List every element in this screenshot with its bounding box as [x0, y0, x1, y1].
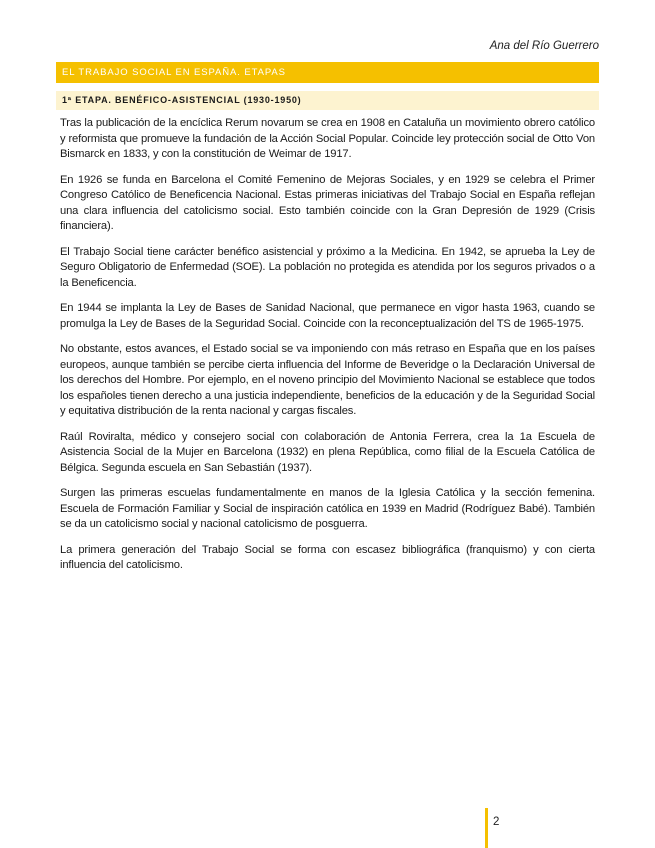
paragraph: No obstante, estos avances, el Estado social se va imponiendo con más retraso en España que en los países europeos, aunque también se percibe cierta influencia del Informe de Beveridge o la Declaración Universal de los derechos del Hombre. Por ejemplo, en el noveno principio del Movimiento Nacional se establece que todos los españoles tienen derecho a una justicia independiente, beneficios de la educación y de la Seguridad Social y equitativa distribución de la renta nacional y cargas fiscales. [60, 343, 595, 417]
paragraph: El Trabajo Social tiene carácter benéfico asistencial y próximo a la Medicina. En 1942, se aprueba la Ley de Seguro Obligatorio de Enfermedad (SOE). La población no protegida es atendida por los seguros privados o a la Beneficencia. [60, 245, 595, 289]
page-number-rule [485, 808, 488, 848]
running-header-author: Ana del Río Guerrero [489, 40, 599, 52]
page-number: 2 [493, 816, 500, 828]
paragraph: En 1944 se implanta la Ley de Bases de Sanidad Nacional, que permanece en vigor hasta 1963, cuando se promulga la Ley de Bases de la Seguridad Social. Coincide con la reconceptualización del TS de 1965-1975. [60, 302, 595, 330]
paragraph: Raúl Roviralta, médico y consejero social con colaboración de Antonia Ferrera, crea la 1a Escuela de Asistencia Social de la Mujer en Barcelona (1932) en plena República, como filial de la Escuela Católica de Bélgica. Segunda escuela en San Sebastián (1937). [60, 430, 595, 474]
section-heading: EL TRABAJO SOCIAL EN ESPAÑA. ETAPAS [56, 62, 599, 83]
paragraph: En 1926 se funda en Barcelona el Comité Femenino de Mejoras Sociales, y en 1929 se celebra el Primer Congreso Católico de Beneficencia Nacional. Estas primeras iniciativas del Trabajo Social en España reflejan una clara influencia del catolicismo social. Esto también coincide con la Gran Depresión de 1929 (Crisis financiera). [60, 173, 595, 232]
subsection-heading: 1ª ETAPA. BENÉFICO-ASISTENCIAL (1930-1950) [56, 91, 599, 110]
body-text [60, 116, 595, 584]
paragraph: La primera generación del Trabajo Social se forma con escasez bibliográfica (franquismo) y con cierta influencia del catolicismo. [60, 543, 595, 571]
paragraph: Tras la publicación de la encíclica Rerum novarum se crea en 1908 en Cataluña un movimiento obrero católico y reformista que promueve la fundación de la Acción Social Popular. Coincide ley protección social de Otto Von Bismarck en 1833, y con la constitución de Weimar de 1917. [60, 117, 595, 160]
paragraph: Surgen las primeras escuelas fundamentalmente en manos de la Iglesia Católica y la sección femenina. Escuela de Formación Familiar y Social de inspiración católica en 1939 en Madrid (Rodríguez Babé). También se da un catolicismo social y nacional catolicismo de posguerra. [60, 487, 595, 530]
